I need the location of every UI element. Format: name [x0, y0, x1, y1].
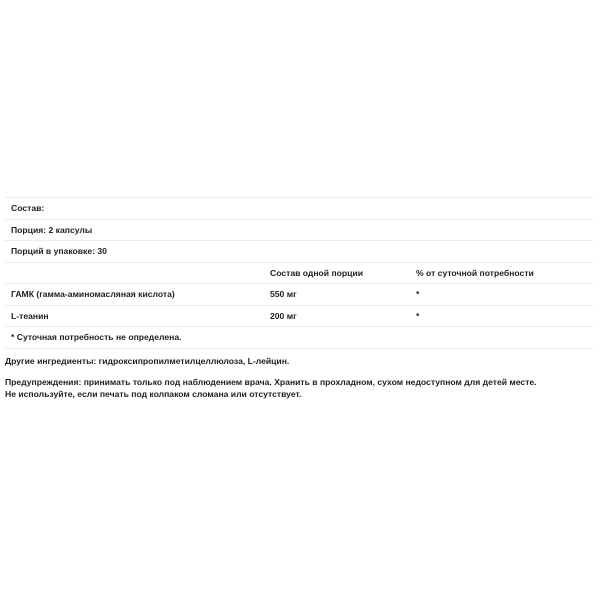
- ingredient-daily-value: *: [416, 310, 420, 321]
- warnings-line-1: Предупреждения: принимать только под наблюдением врача. Хранить в прохладном, сухом недоступном для детей месте.: [5, 377, 537, 387]
- table-title: Состав:: [11, 203, 45, 214]
- table-row: [5, 306, 593, 328]
- serving-size: Порция: 2 капсулы: [11, 224, 93, 235]
- serving-size-row: [5, 220, 593, 242]
- warnings-line-2: Не используйте, если печать под колпаком сломана или отсутствует.: [5, 389, 302, 399]
- ingredient-daily-value: *: [416, 289, 420, 300]
- notes-section: [5, 355, 595, 400]
- table-row: [5, 284, 593, 306]
- servings-per-container-row: [5, 241, 593, 263]
- ingredient-name: L-теанин: [11, 310, 49, 321]
- footnote: * Суточная потребность не определена.: [11, 332, 182, 343]
- warnings: [5, 376, 595, 400]
- supplement-facts-table: [5, 197, 593, 349]
- table-title-row: [5, 198, 593, 220]
- table-header-row: [5, 263, 593, 285]
- header-daily-value: % от суточной потребности: [416, 267, 534, 278]
- ingredient-amount: 200 мг: [270, 310, 297, 321]
- other-ingredients: Другие ингредиенты: гидроксипропилметилцеллюлоза, L-лейцин.: [5, 356, 290, 366]
- ingredient-name: ГАМК (гамма-аминомасляная кислота): [11, 289, 175, 300]
- header-amount: Состав одной порции: [270, 267, 364, 278]
- ingredient-amount: 550 мг: [270, 289, 297, 300]
- servings-per-container: Порций в упаковке: 30: [11, 246, 107, 257]
- footnote-row: [5, 327, 593, 349]
